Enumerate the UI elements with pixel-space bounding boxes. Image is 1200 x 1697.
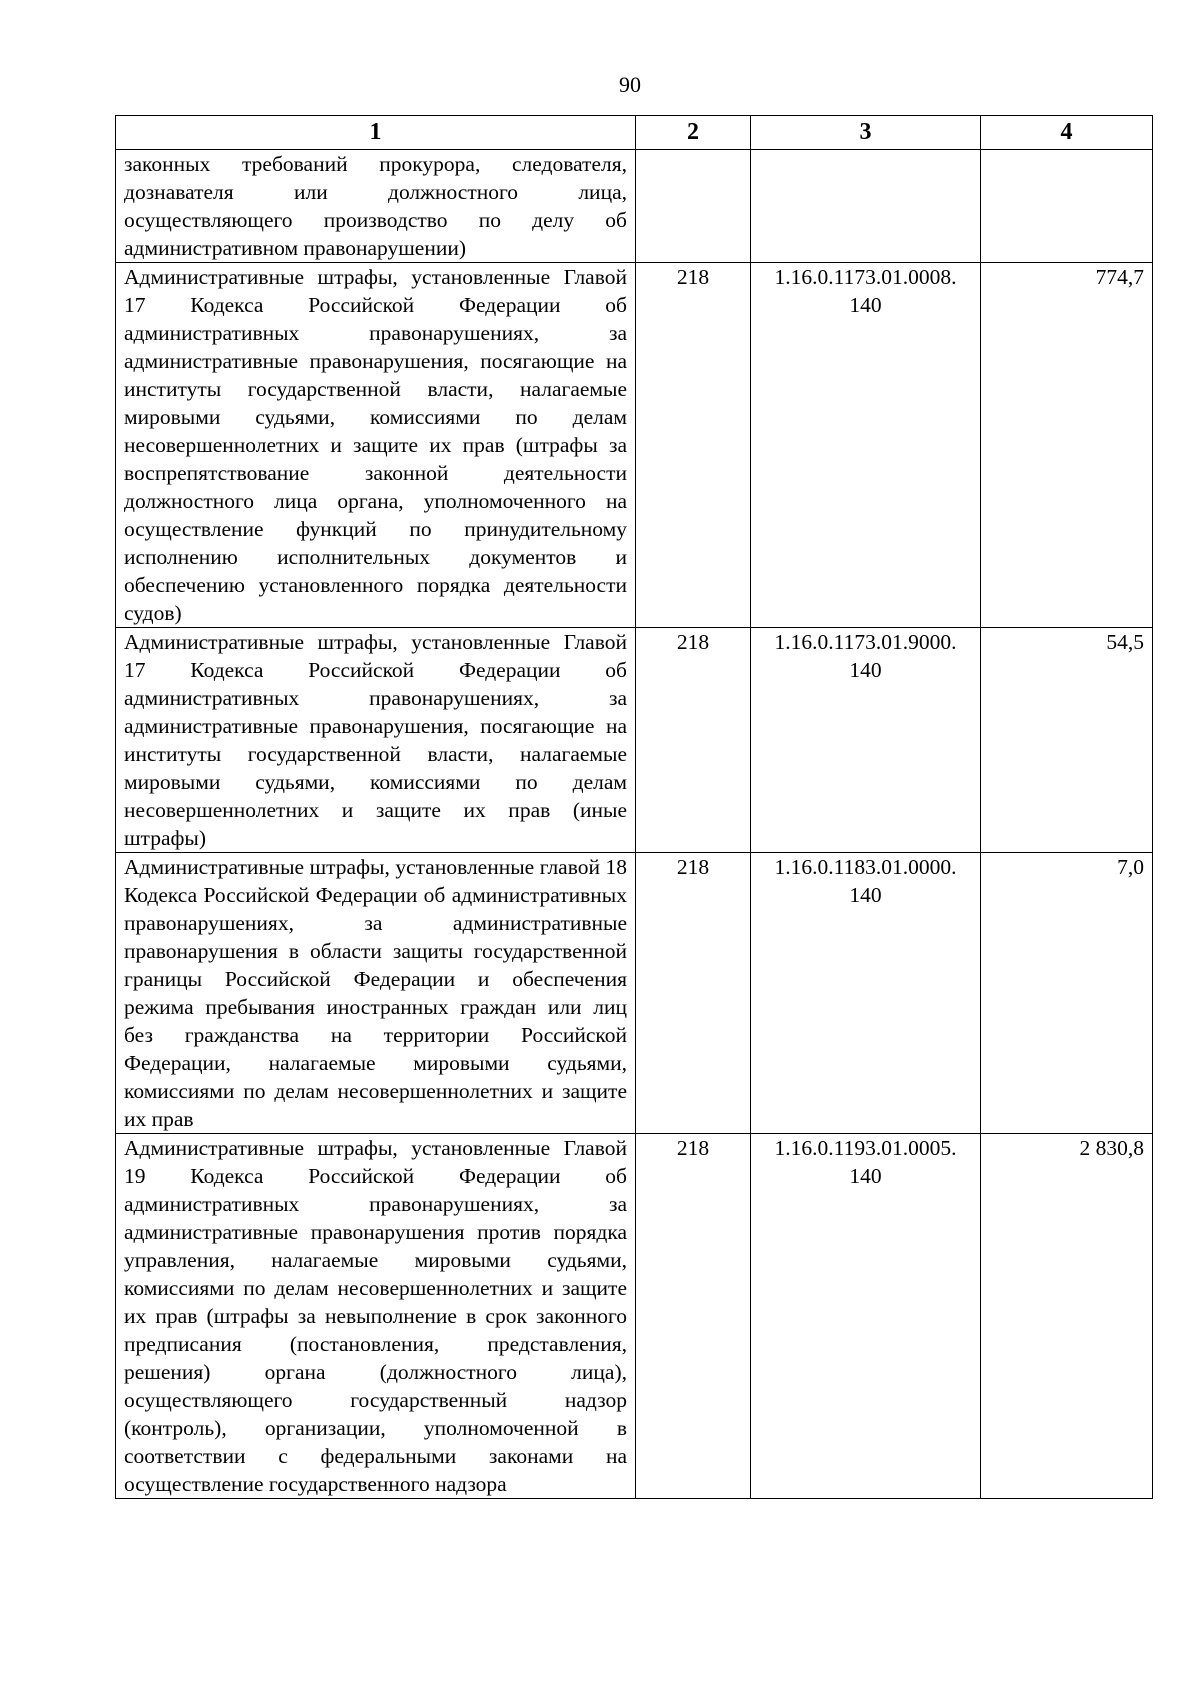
column-header-2: 2 bbox=[636, 116, 751, 150]
code-line-1: 1.16.0.1173.01.9000. bbox=[774, 630, 957, 654]
row-description: Административные штрафы, установленные главой 18 Кодекса Российской Федерации об административных правонарушениях, за административные правонарушения в области защиты государственной границы Российской Федерации и обеспечения режима пребывания иностранных граждан или лиц без гражданства на территории Российской Федерации, налагаемые мировыми судьями, комиссиями по делам несовершеннолетних и защите их прав bbox=[116, 853, 636, 1134]
row-amount bbox=[981, 150, 1153, 263]
row-description: законных требований прокурора, следователя, дознавателя или должностного лица, осуществляющего производство по делу об административном правонарушении) bbox=[116, 150, 636, 263]
table-row bbox=[116, 1134, 1153, 1499]
row-description: Административные штрафы, установленные Главой 17 Кодекса Российской Федерации об административных правонарушениях, за административные правонарушения, посягающие на институты государственной власти, налагаемые мировыми судьями, комиссиями по делам несовершеннолетних и защите их прав (штрафы за воспрепятствование законной деятельности должностного лица органа, уполномоченного на осуществление функций по принудительному исполнению исполнительных документов и обеспечению установленного порядка деятельности судов) bbox=[116, 263, 636, 628]
row-admin-code: 218 bbox=[636, 853, 751, 1134]
row-amount: 54,5 bbox=[981, 628, 1153, 853]
table-row bbox=[116, 628, 1153, 853]
code-line-1: 1.16.0.1173.01.0008. bbox=[774, 265, 957, 289]
code-line-1: 1.16.0.1193.01.0005. bbox=[774, 1136, 957, 1160]
table-row bbox=[116, 263, 1153, 628]
row-admin-code: 218 bbox=[636, 628, 751, 853]
code-line-2: 140 bbox=[849, 1164, 882, 1188]
table-header-row bbox=[116, 116, 1153, 150]
row-admin-code: 218 bbox=[636, 263, 751, 628]
column-header-1: 1 bbox=[116, 116, 636, 150]
row-classification-code bbox=[751, 853, 981, 1134]
row-classification-code bbox=[751, 263, 981, 628]
row-description: Административные штрафы, установленные Главой 19 Кодекса Российской Федерации об административных правонарушениях, за административные правонарушения против порядка управления, налагаемые мировыми судьями, комиссиями по делам несовершеннолетних и защите их прав (штрафы за невыполнение в срок законного предписания (постановления, представления, решения) органа (должностного лица), осуществляющего государственный надзор (контроль), организации, уполномоченной в соответствии с федеральными законами на осуществление государственного надзора bbox=[116, 1134, 636, 1499]
row-classification-code bbox=[751, 150, 981, 263]
code-line-1: 1.16.0.1183.01.0000. bbox=[774, 855, 957, 879]
column-header-3: 3 bbox=[751, 116, 981, 150]
row-admin-code: 218 bbox=[636, 1134, 751, 1499]
code-line-2: 140 bbox=[849, 293, 882, 317]
row-description: Административные штрафы, установленные Главой 17 Кодекса Российской Федерации об административных правонарушениях, за административные правонарушения, посягающие на институты государственной власти, налагаемые мировыми судьями, комиссиями по делам несовершеннолетних и защите их прав (иные штрафы) bbox=[116, 628, 636, 853]
row-amount: 7,0 bbox=[981, 853, 1153, 1134]
budget-table bbox=[115, 115, 1153, 1499]
row-amount: 2 830,8 bbox=[981, 1134, 1153, 1499]
table-row bbox=[116, 150, 1153, 263]
row-classification-code bbox=[751, 1134, 981, 1499]
row-admin-code bbox=[636, 150, 751, 263]
code-line-2: 140 bbox=[849, 883, 882, 907]
row-classification-code bbox=[751, 628, 981, 853]
column-header-4: 4 bbox=[981, 116, 1153, 150]
page-number: 90 bbox=[619, 72, 641, 97]
row-amount: 774,7 bbox=[981, 263, 1153, 628]
code-line-2: 140 bbox=[849, 658, 882, 682]
table-row bbox=[116, 853, 1153, 1134]
